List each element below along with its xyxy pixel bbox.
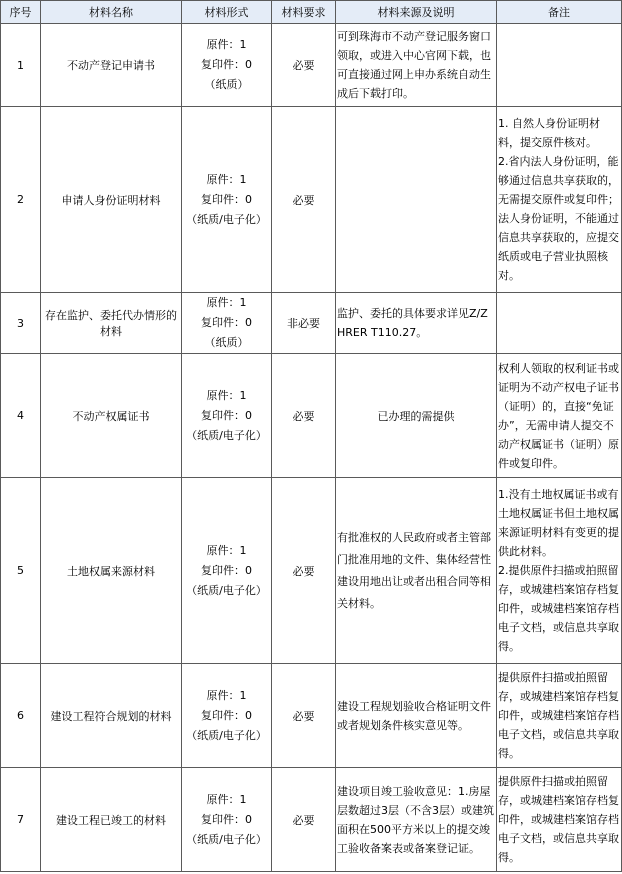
material-source: 有批准权的人民政府或者主管部门批准用地的文件、集体经营性建设用地出让或者出租合同等相关材料。 <box>336 478 497 664</box>
form-copy: 复印件：0 <box>201 316 252 329</box>
header-notes: 备注 <box>497 1 622 24</box>
form-copy: 复印件：0 <box>201 408 252 422</box>
row-number: 6 <box>1 664 41 768</box>
header-name: 材料名称 <box>41 1 182 24</box>
material-requirement: 必要 <box>272 354 336 478</box>
material-form <box>182 293 272 354</box>
table-row <box>1 478 622 664</box>
header-no: 序号 <box>1 1 41 24</box>
material-notes <box>497 107 622 293</box>
form-original: 原件：1 <box>206 688 247 702</box>
form-original: 原件：1 <box>206 543 247 557</box>
material-notes <box>497 768 622 872</box>
material-form <box>182 354 272 478</box>
material-form <box>182 768 272 872</box>
note-item: 提供原件扫描或拍照留存，或城建档案馆存档复印件，或城建档案馆存档电子文档，或信息共享取得。 <box>498 671 619 760</box>
form-copy: 复印件：0 <box>201 812 252 826</box>
material-name: 申请人身份证明材料 <box>41 107 182 293</box>
material-form <box>182 107 272 293</box>
header-source: 材料来源及说明 <box>336 1 497 24</box>
form-type: （纸质/电子化） <box>186 212 267 226</box>
material-source: 建设项目竣工验收意见：1.房屋层数超过3层（不含3层）或建筑面积在500平方米以上的提交竣工验收备案表或备案登记证。 <box>336 768 497 872</box>
table-row <box>1 354 622 478</box>
form-copy: 复印件：0 <box>201 708 252 722</box>
form-original: 原件：1 <box>206 388 247 402</box>
table-row <box>1 768 622 872</box>
form-type: （纸质/电子化） <box>186 832 267 846</box>
form-type: （纸质） <box>204 78 249 91</box>
material-name: 建设工程已竣工的材料 <box>41 768 182 872</box>
note-item: 提供原件扫描或拍照留存，或城建档案馆存档复印件，或城建档案馆存档电子文档，或信息共享取得。 <box>498 775 619 864</box>
material-name: 建设工程符合规划的材料 <box>41 664 182 768</box>
material-requirement: 必要 <box>272 478 336 664</box>
form-original: 原件：1 <box>206 172 247 186</box>
material-source: 建设工程规划验收合格证明文件或者规划条件核实意见等。 <box>336 664 497 768</box>
material-source: 监护、委托的具体要求详见Z/ZHRER T110.27。 <box>336 293 497 354</box>
material-source: 可到珠海市不动产登记服务窗口领取，或进入中心官网下载，也可直接通过网上申办系统自动生成后下载打印。 <box>336 24 497 107</box>
material-requirement: 必要 <box>272 107 336 293</box>
header-requirement: 材料要求 <box>272 1 336 24</box>
material-name: 存在监护、委托代办情形的材料 <box>41 293 182 354</box>
material-requirement: 必要 <box>272 664 336 768</box>
form-original: 原件：1 <box>206 792 247 806</box>
material-form <box>182 478 272 664</box>
table-row <box>1 293 622 354</box>
material-name: 不动产登记申请书 <box>41 24 182 107</box>
form-copy: 复印件：0 <box>201 58 252 71</box>
material-notes <box>497 293 622 354</box>
material-requirement: 必要 <box>272 24 336 107</box>
material-notes <box>497 24 622 107</box>
table-row <box>1 107 622 293</box>
material-source <box>336 107 497 293</box>
form-type: （纸质/电子化） <box>186 428 267 442</box>
row-number: 5 <box>1 478 41 664</box>
form-type: （纸质） <box>204 336 249 349</box>
note-item: 1. 自然人身份证明材料，提交原件核对。 <box>498 117 600 149</box>
material-notes <box>497 664 622 768</box>
header-row <box>1 1 622 24</box>
form-type: （纸质/电子化） <box>186 583 267 597</box>
material-notes <box>497 478 622 664</box>
form-copy: 复印件：0 <box>201 192 252 206</box>
table-row <box>1 24 622 107</box>
note-item: 1.没有土地权属证书或有土地权属证书但土地权属来源证明材料有变更的提供此材料。 <box>498 488 619 558</box>
note-item: 权利人领取的权利证书或证明为不动产权电子证书（证明）的，直接“免证办”，无需申请人提交不动产权属证书（证明）原件或复印件。 <box>498 361 619 470</box>
row-number: 4 <box>1 354 41 478</box>
form-original: 原件：1 <box>206 38 247 51</box>
material-name: 不动产权属证书 <box>41 354 182 478</box>
header-form: 材料形式 <box>182 1 272 24</box>
material-source: 已办理的需提供 <box>336 354 497 478</box>
material-notes <box>497 354 622 478</box>
note-item: 2.省内法人身份证明，能够通过信息共享获取的，无需提交原件或复印件；法人身份证明，不能通过信息共享获取的，应提交纸质或电子营业执照核对。 <box>498 155 619 282</box>
row-number: 3 <box>1 293 41 354</box>
table-row <box>1 664 622 768</box>
form-original: 原件：1 <box>206 296 247 309</box>
form-type: （纸质/电子化） <box>186 728 267 742</box>
row-number: 1 <box>1 24 41 107</box>
row-number: 7 <box>1 768 41 872</box>
material-form <box>182 24 272 107</box>
material-form <box>182 664 272 768</box>
material-requirement: 非必要 <box>272 293 336 354</box>
note-item: 2.提供原件扫描或拍照留存，或城建档案馆存档复印件，或城建档案馆存档电子文档，或信息共享取得。 <box>498 564 619 653</box>
material-requirement: 必要 <box>272 768 336 872</box>
material-name: 土地权属来源材料 <box>41 478 182 664</box>
row-number: 2 <box>1 107 41 293</box>
form-copy: 复印件：0 <box>201 563 252 577</box>
